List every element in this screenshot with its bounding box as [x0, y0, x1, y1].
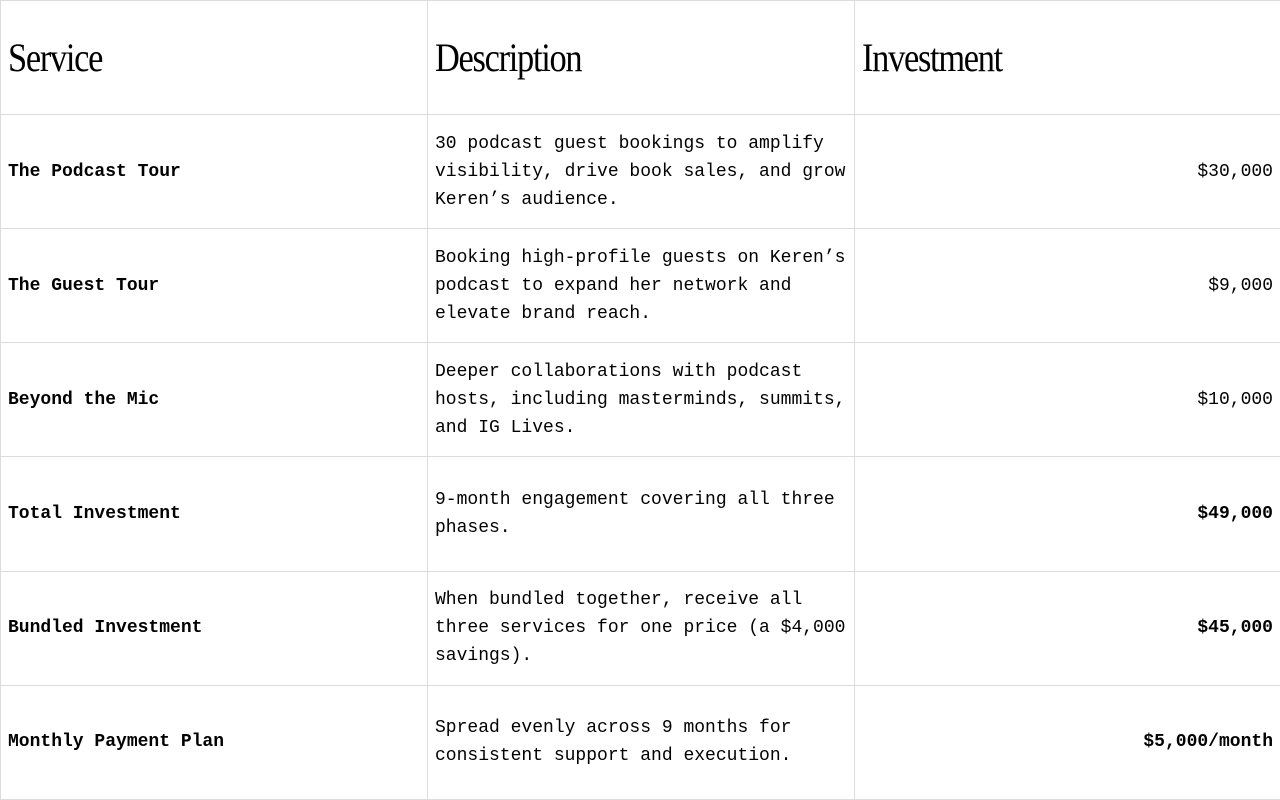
service-name: The Guest Tour	[1, 229, 428, 343]
payment-plan-investment: $5,000/month	[855, 685, 1280, 799]
service-description: 30 podcast guest bookings to amplify visibility, drive book sales, and grow Keren’s audience.	[428, 115, 855, 229]
total-investment: $49,000	[855, 457, 1280, 571]
service-investment: $10,000	[855, 343, 1280, 457]
header-service: Service	[1, 1, 428, 115]
service-description: Booking high-profile guests on Keren’s podcast to expand her network and elevate brand reach.	[428, 229, 855, 343]
table-row	[1, 115, 1280, 229]
bundle-investment: $45,000	[855, 571, 1280, 685]
table-row-total	[1, 457, 1280, 571]
total-label: Total Investment	[1, 457, 428, 571]
table-row-bundle	[1, 571, 1280, 685]
bundle-description: When bundled together, receive all three services for one price (a $4,000 savings).	[428, 571, 855, 685]
table-row	[1, 343, 1280, 457]
service-investment: $9,000	[855, 229, 1280, 343]
header-investment: Investment	[855, 1, 1280, 115]
header-description: Description	[428, 1, 855, 115]
payment-plan-label: Monthly Payment Plan	[1, 685, 428, 799]
table-row-payment-plan	[1, 685, 1280, 799]
table-row	[1, 229, 1280, 343]
service-name: The Podcast Tour	[1, 115, 428, 229]
service-name: Beyond the Mic	[1, 343, 428, 457]
total-description: 9-month engagement covering all three phases.	[428, 457, 855, 571]
payment-plan-description: Spread evenly across 9 months for consistent support and execution.	[428, 685, 855, 799]
service-description: Deeper collaborations with podcast hosts, including masterminds, summits, and IG Lives.	[428, 343, 855, 457]
bundle-label: Bundled Investment	[1, 571, 428, 685]
service-investment: $30,000	[855, 115, 1280, 229]
table-header-row	[1, 1, 1280, 115]
